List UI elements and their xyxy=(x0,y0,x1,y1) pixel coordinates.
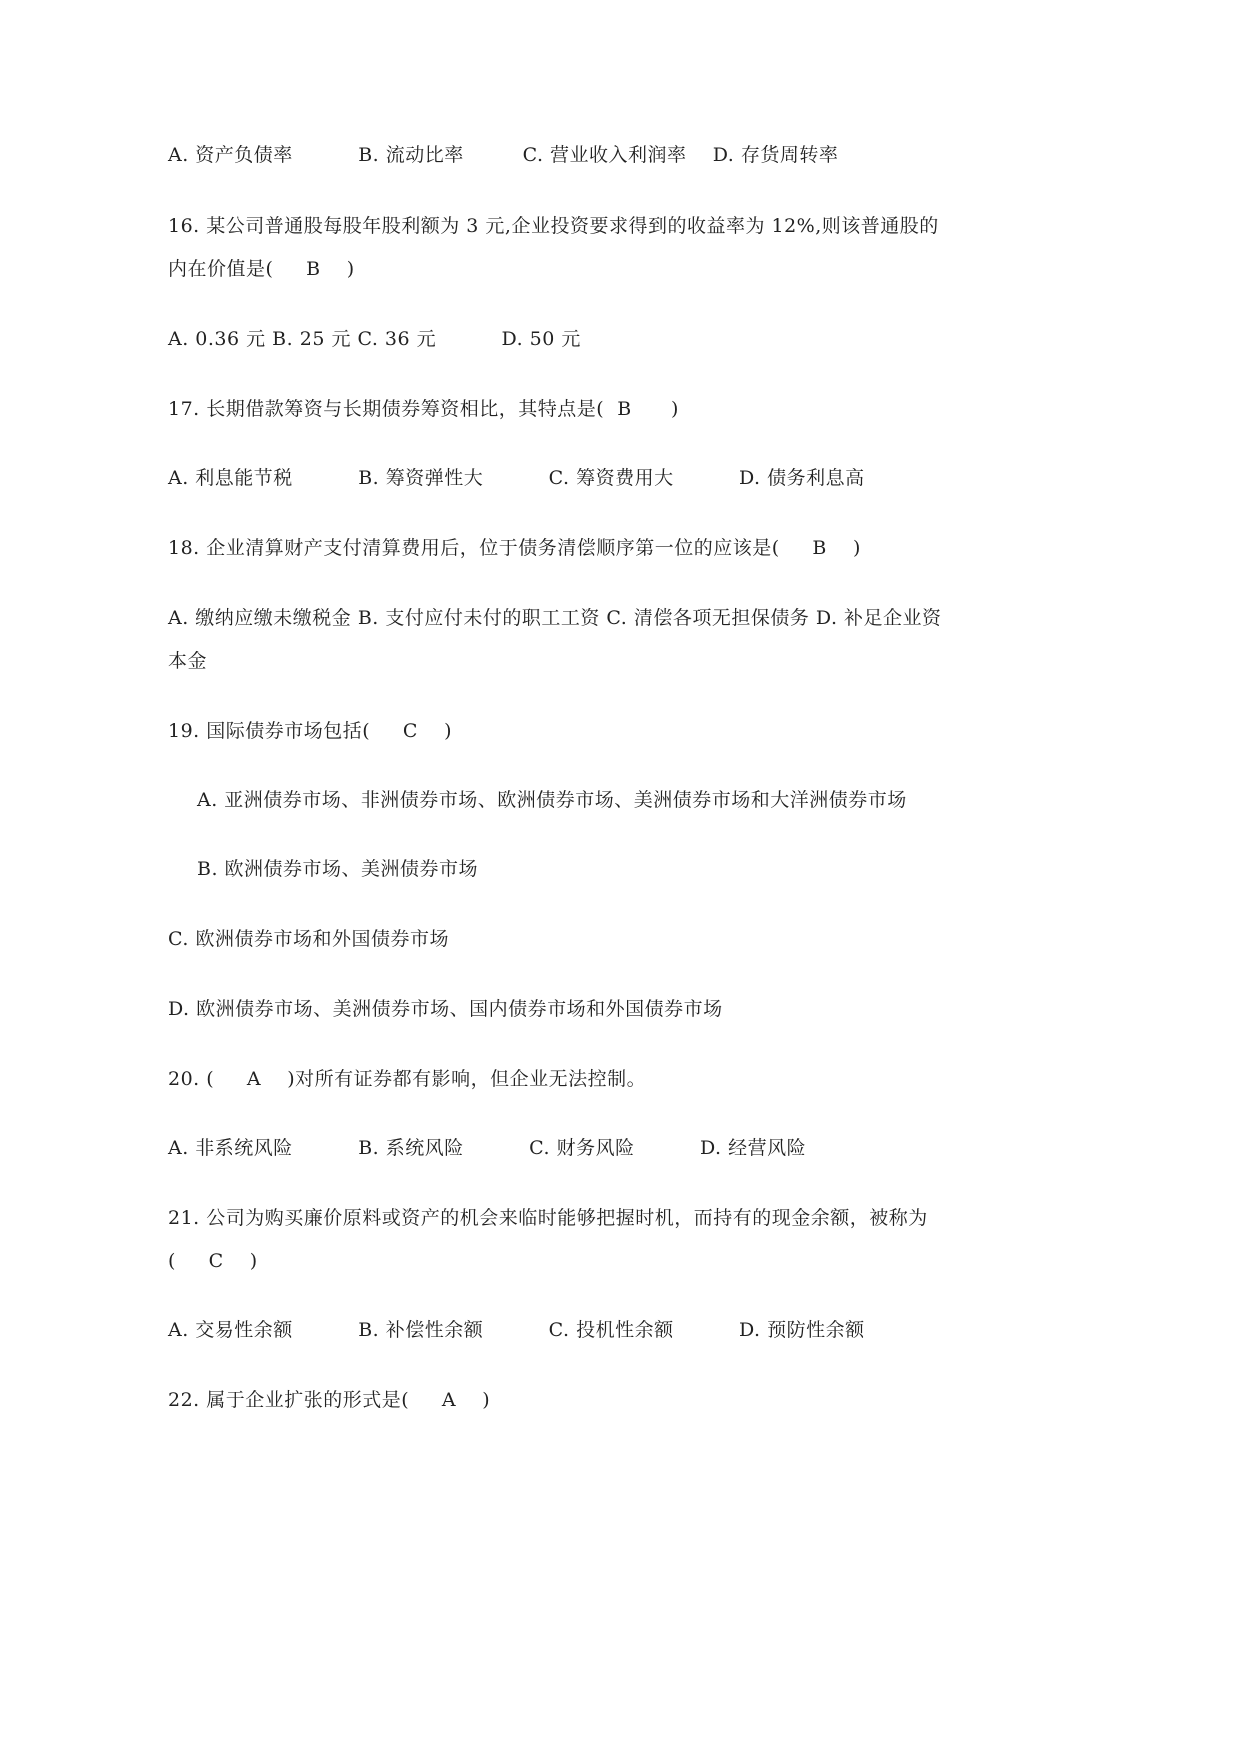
q18-options-cont: 本金 xyxy=(168,650,208,672)
q16-options: A. 0.36 元 B. 25 元 C. 36 元 D. 50 元 xyxy=(168,328,581,350)
q17-options: A. 利息能节税 B. 筹资弹性大 C. 筹资费用大 D. 债务利息高 xyxy=(168,467,865,489)
q20-question: 20. ( A )对所有证券都有影响，但企业无法控制。 xyxy=(168,1068,647,1090)
q22-question: 22. 属于企业扩张的形式是( A ) xyxy=(168,1389,491,1411)
q21-question: 21. 公司为购买廉价原料或资产的机会来临时能够把握时机，而持有的现金余额，被称为 xyxy=(168,1207,928,1229)
q18-question: 18. 企业清算财产支付清算费用后，位于债务清偿顺序第一位的应该是( B ) xyxy=(168,537,861,559)
q20-options: A. 非系统风险 B. 系统风险 C. 财务风险 D. 经营风险 xyxy=(168,1137,807,1159)
q19-option-a: A. 亚洲债券市场、非洲债券市场、欧洲债券市场、美洲债券市场和大洋洲债券市场 xyxy=(197,789,907,811)
q19-option-c: C. 欧洲债券市场和外国债券市场 xyxy=(168,928,449,950)
q17-question: 17. 长期借款筹资与长期债券筹资相比，其特点是( B ) xyxy=(168,398,679,420)
q18-options: A. 缴纳应缴未缴税金 B. 支付应付未付的职工工资 C. 清偿各项无担保债务 D. 补足企业资 xyxy=(168,607,942,629)
q19-option-d: D. 欧洲债券市场、美洲债券市场、国内债券市场和外国债券市场 xyxy=(168,998,723,1020)
q21-question-cont: ( C ) xyxy=(168,1250,258,1272)
q19-option-b: B. 欧洲债券市场、美洲债券市场 xyxy=(197,858,479,880)
q19-question: 19. 国际债券市场包括( C ) xyxy=(168,720,452,742)
q16-question-cont: 内在价值是( B ) xyxy=(168,258,355,280)
q21-options: A. 交易性余额 B. 补偿性余额 C. 投机性余额 D. 预防性余额 xyxy=(168,1319,865,1341)
q16-question: 16. 某公司普通股每股年股利额为 3 元,企业投资要求得到的收益率为 12%,则该普通股的 xyxy=(168,215,939,237)
q15-options: A. 资产负债率 B. 流动比率 C. 营业收入利润率 D. 存货周转率 xyxy=(168,144,839,166)
